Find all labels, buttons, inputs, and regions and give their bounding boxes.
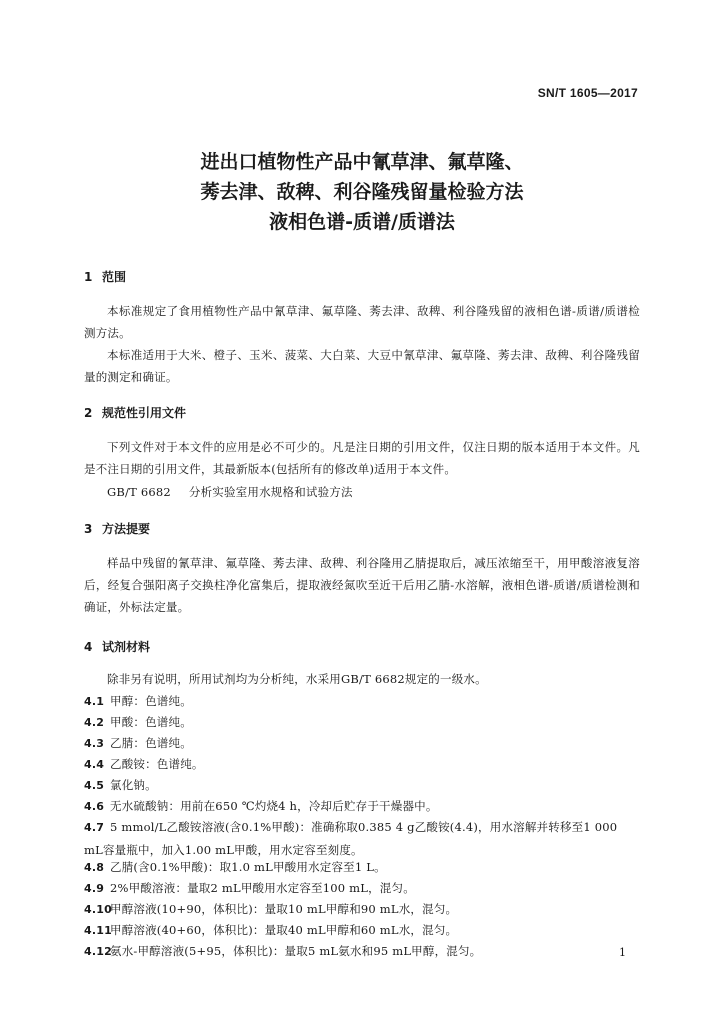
page-number: 1 — [619, 946, 626, 959]
section-1-paragraph-2: 本标准适用于大米、橙子、玉米、菠菜、大白菜、大豆中氰草津、氟草隆、莠去津、敌稗、利谷隆残留量的测定和确证。 — [84, 348, 640, 384]
reagent-item: 4.8 乙腈(含0.1%甲酸)：取1.0 mL甲酸用水定容至1 L。 — [84, 860, 386, 874]
section-3-paragraph-1: 样品中残留的氰草津、氟草隆、莠去津、敌稗、利谷隆用乙腈提取后，减压浓缩至干，用甲酸溶液复溶后，经复合强阳离子交换柱净化富集后，提取液经氮吹至近干后用乙腈-水溶解，液相色谱-质谱/质谱检测和确证，外标法定量。 — [84, 556, 640, 614]
standard-code: SN/T 1605—2017 — [537, 86, 638, 100]
reagent-item: 4.11甲醇溶液(40+60，体积比)：量取40 mL甲醇和60 mL水，混匀。 — [84, 923, 458, 937]
title-line-2: 莠去津、敌稗、利谷隆残留量检验方法 — [200, 181, 524, 203]
reagent-item: 4.3 乙腈：色谱纯。 — [84, 736, 192, 750]
section-number: 2 — [84, 406, 93, 420]
section-number: 1 — [84, 270, 93, 284]
section-1-paragraph-1: 本标准规定了食用植物性产品中氰草津、氟草隆、莠去津、敌稗、利谷隆残留的液相色谱-质谱/质谱检测方法。 — [84, 304, 640, 340]
reagent-item: 4.12氨水-甲醇溶液(5+95，体积比)：量取5 mL氨水和95 mL甲醇，混匀。 — [84, 944, 482, 958]
reagent-item: 4.10甲醇溶液(10+90，体积比)：量取10 mL甲醇和90 mL水，混匀。 — [84, 902, 458, 916]
section-number: 3 — [84, 522, 93, 536]
reagent-item: 4.2 甲酸：色谱纯。 — [84, 715, 192, 729]
section-2-paragraph-1: 下列文件对于本文件的应用是必不可少的。凡是注日期的引用文件，仅注日期的版本适用于本文件。凡是不注日期的引用文件，其最新版本(包括所有的修改单)适用于本文件。 — [84, 440, 640, 476]
section-title: 方法提要 — [102, 522, 151, 536]
normative-reference — [107, 484, 353, 500]
section-title: 范围 — [102, 270, 127, 284]
reagent-item: 4.5 氯化钠。 — [84, 778, 157, 792]
reagent-item: 4.9 2%甲酸溶液：量取2 mL甲酸用水定容至100 mL，混匀。 — [84, 881, 415, 895]
section-4-intro: 除非另有说明，所用试剂均为分析纯，水采用GB/T 6682规定的一级水。 — [107, 672, 487, 686]
reagent-item: 4.6 无水硫酸钠：用前在650 ℃灼烧4 h，冷却后贮存于干燥器中。 — [84, 799, 438, 813]
reference-code: GB/T 6682 — [107, 485, 171, 499]
reagent-item: 4.1 甲醇：色谱纯。 — [84, 694, 192, 708]
title-line-3: 液相色谱-质谱/质谱法 — [269, 211, 455, 233]
section-number: 4 — [84, 640, 93, 654]
reference-title: 分析实验室用水规格和试验方法 — [188, 485, 353, 499]
section-2-heading — [84, 404, 186, 421]
document-title — [0, 147, 724, 237]
reagent-item: 4.4 乙酸铵：色谱纯。 — [84, 757, 204, 771]
reagent-item: 4.7 5 mmol/L乙酸铵溶液(含0.1%甲酸)：准确称取0.385 4 g乙酸铵(4.4)，用水溶解并转移至1 000 mL容量瓶中，加入1.00 mL甲酸，用水定容至刻度。 — [84, 820, 618, 857]
section-4-heading — [84, 638, 150, 655]
section-title: 规范性引用文件 — [102, 406, 187, 420]
section-3-heading — [84, 520, 150, 537]
title-line-1: 进出口植物性产品中氰草津、氟草隆、 — [200, 151, 524, 173]
section-title: 试剂材料 — [102, 640, 151, 654]
section-1-heading — [84, 268, 126, 285]
